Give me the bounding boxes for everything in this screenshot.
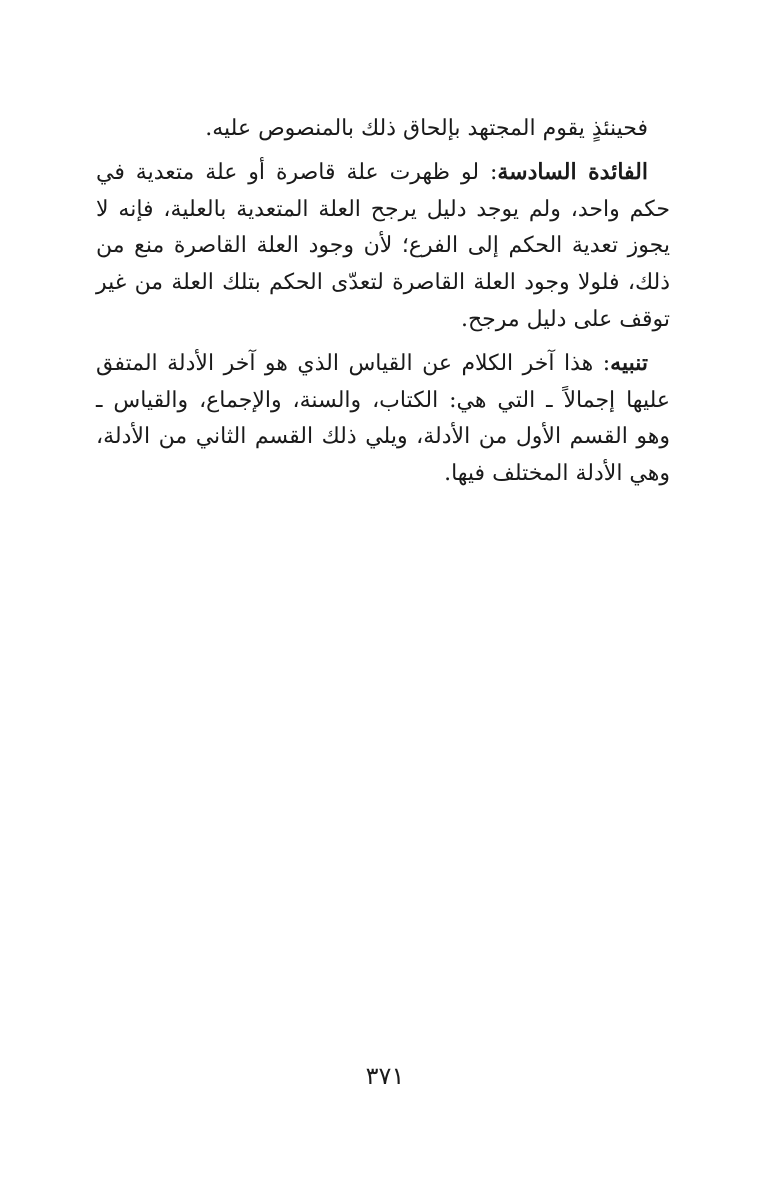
paragraph-3-lead: تنبيه [610, 349, 648, 376]
paragraph-2-lead: الفائدة السادسة [497, 158, 648, 185]
paragraph-3 [96, 345, 670, 493]
paragraph-2 [96, 154, 670, 339]
paragraph-2-text: : لو ظهرت علة قاصرة أو علة متعدية في حكم واحد، ولم يوجد دليل يرجح العلة المتعدية بالعلية، فإنه لا يجوز تعدية الحكم إلى الفرع؛ لأن وجود العلة القاصرة منع من ذلك، فلولا وجود العلة القاصرة لتعدّى الحكم بتلك العلة من غير توقف على دليل مرجح. [96, 159, 670, 332]
body-text [96, 110, 670, 493]
paragraph-3-text: : هذا آخر الكلام عن القياس الذي هو آخر الأدلة المتفق عليها إجمالاً ـ التي هي: الكتاب، والسنة، والإجماع، والقياس ـ وهو القسم الأول من الأدلة، ويلي ذلك القسم الثاني من الأدلة، وهي الأدلة المختلف فيها. [96, 350, 670, 487]
paragraph-1-text: فحينئذٍ يقوم المجتهد بإلحاق ذلك بالمنصوص عليه. [205, 116, 648, 141]
paragraph-1 [96, 110, 670, 148]
page-number: ٣٧١ [365, 1062, 405, 1090]
